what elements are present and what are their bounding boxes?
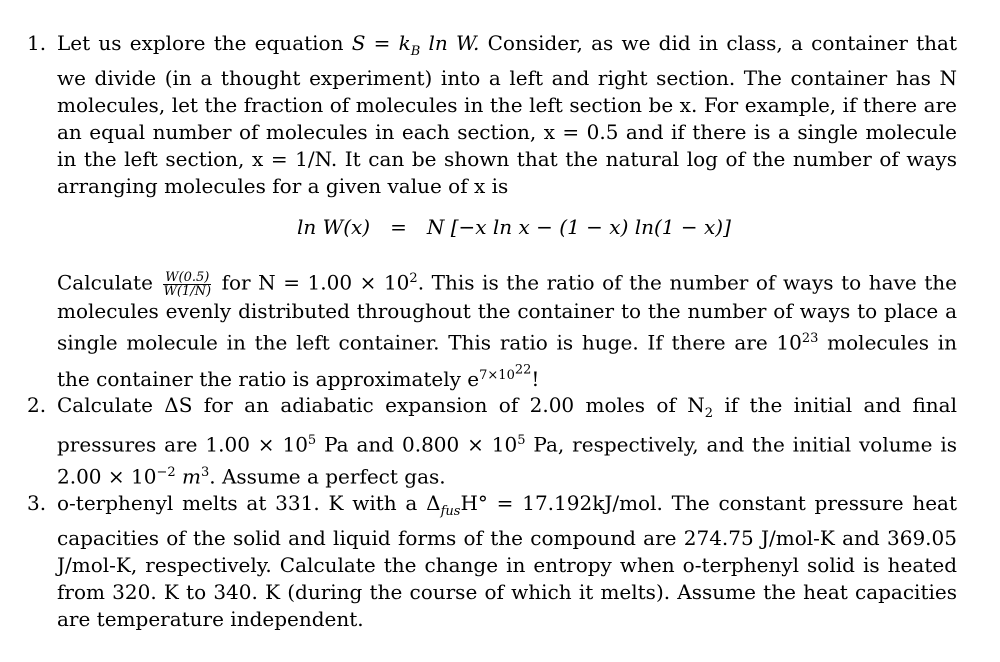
text-run: o-terphenyl melts at 331. K with a Δ xyxy=(57,491,441,515)
display-equation xyxy=(297,212,731,242)
equation-lhs: ln W(x) xyxy=(297,215,371,239)
fraction-denominator: W(1/N) xyxy=(163,283,212,299)
superscript: 3 xyxy=(200,464,210,480)
problem-text xyxy=(57,392,957,490)
superscript: 22 xyxy=(514,362,532,378)
problem-text xyxy=(57,30,957,200)
equation-rhs: N [−x ln x − (1 − x) ln(1 − x)] xyxy=(426,215,731,239)
subscript: 2 xyxy=(704,406,713,421)
text-run: if the initial and final pressures are 1.00 × 10 xyxy=(57,393,957,457)
problem-text xyxy=(57,265,957,393)
fraction xyxy=(163,271,211,298)
equation-inline: ln W. xyxy=(420,31,480,55)
superscript: −2 xyxy=(156,464,176,480)
text-run: m xyxy=(175,464,201,489)
text-run: Pa and 0.800 × 10 xyxy=(316,432,518,457)
problem-number: 3. xyxy=(27,491,47,515)
text-run: Let us explore the equation xyxy=(57,31,344,55)
text-run: Calculate xyxy=(57,270,153,295)
text-run: H° = 17.192kJ/mol. The constant pressure heat capacities of the solid and liquid forms of the compound are 274.75 J/mol-K and 369.05 J/mol-K, respectively. Calculate the change in entropy when o-terphenyl solid is heated from 320. K to 340. K (during the course of which it melts). Assume the heat capacities are temperature independent. xyxy=(57,491,958,631)
problem-number: 2. xyxy=(27,393,47,417)
problem-number: 1. xyxy=(27,31,47,55)
text-run: . Assume a perfect gas. xyxy=(209,464,446,489)
text-run: ! xyxy=(531,367,540,392)
superscript: 2 xyxy=(409,271,418,286)
problem-2 xyxy=(27,392,957,490)
text-run: for N = 1.00 × 10 xyxy=(214,270,410,295)
equation-equals: = xyxy=(390,215,407,239)
problem-1 xyxy=(27,30,957,200)
superscript: 7×10 xyxy=(479,367,515,383)
text-run: Pa, respectively, and the initial volume is 2.00 × 10 xyxy=(57,432,957,489)
text-run: Consider, as we did in class, a container that we divide (in a thought experiment) into a left and right section. The container has N molecules, let the fraction of molecules in the left section be x. For example, if there are an equal number of molecules in each section, x = 0.5 and if there is a single molecule in the left section, x = 1/N. It can be shown that the natural log of the number of ways arranging molecules for a given value of x is xyxy=(57,31,957,198)
text-run: molecules in the container the ratio is approximately e xyxy=(57,330,957,392)
superscript: 5 xyxy=(517,433,526,448)
superscript: 23 xyxy=(801,330,819,346)
problem-text xyxy=(57,490,957,633)
text-run: Calculate ΔS for an adiabatic expansion of 2.00 moles of N xyxy=(57,393,705,417)
subscript: fus xyxy=(440,504,461,519)
problem-3 xyxy=(27,490,957,633)
subscript: B xyxy=(410,44,421,59)
equation-inline: S = k xyxy=(351,31,411,55)
text-run: . This is the ratio of the number of ways to have the molecules evenly distributed throughout the container to the number of ways to place a single molecule in the left container. This ratio is huge. If there are 10 xyxy=(57,270,958,355)
fraction-numerator: W(0.5) xyxy=(165,269,210,285)
problem-1-continued xyxy=(27,265,957,393)
superscript: 5 xyxy=(307,433,317,448)
